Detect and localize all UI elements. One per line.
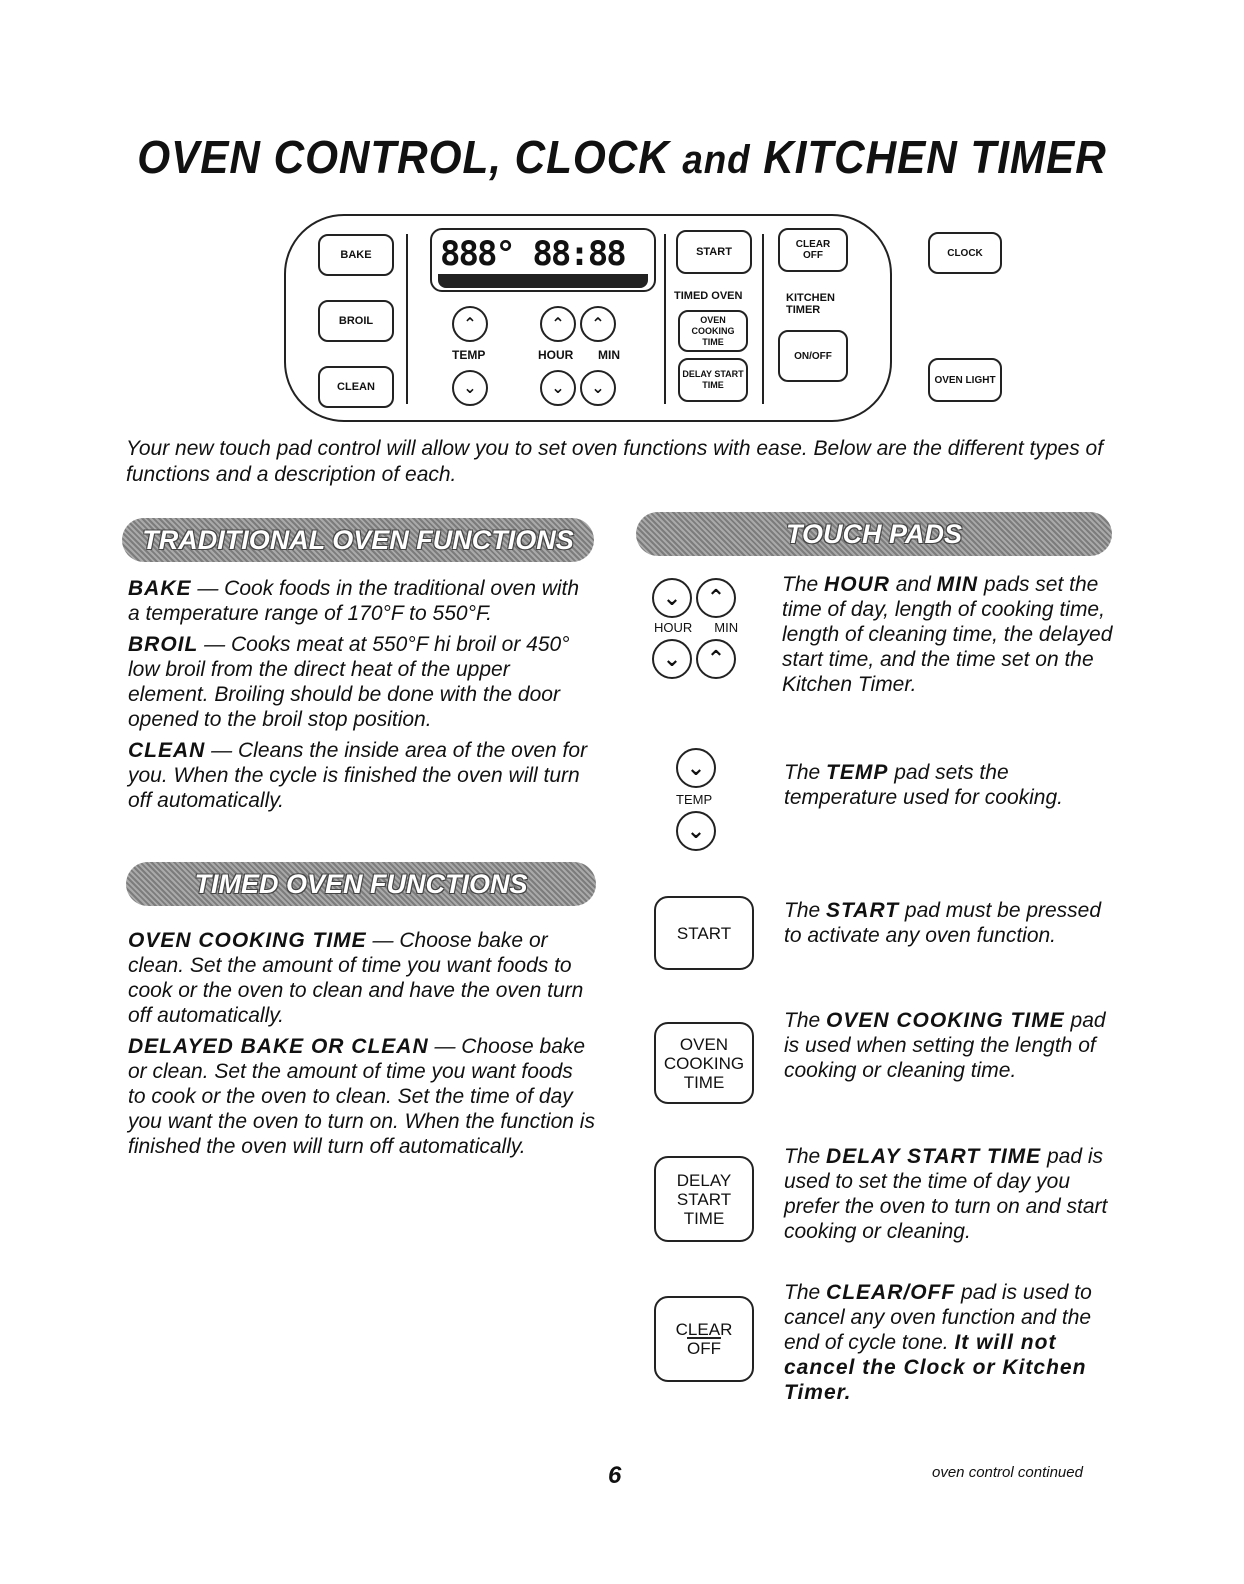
hour-min-icons [652, 578, 762, 679]
down-arrow-icon: ⌄ [652, 639, 692, 679]
clean-pad: CLEAN [318, 366, 394, 408]
temp-label: TEMP [452, 348, 486, 362]
start-desc: The START pad must be pressed to activate any oven function. [784, 899, 1102, 947]
temp-label: TEMP [676, 792, 713, 807]
min-label: MIN [598, 348, 620, 362]
touch-pads-banner: TOUCH PADS [636, 512, 1112, 556]
oven-light-pad: OVEN LIGHT [928, 358, 1002, 402]
intro-text: Your new touch pad control will allow you to set oven functions with ease. Below are the different types of functions and a description of each. [126, 437, 1104, 486]
timed-banner: TIMED OVEN FUNCTIONS [126, 862, 596, 906]
down-arrow-icon: ⌄ [676, 811, 716, 851]
clear-off-desc: The CLEAR/OFF pad is used to cancel any oven function and the end of cycle tone. It will not cancel the Clock or Kitchen Timer. [784, 1281, 1092, 1404]
start-pad: START [676, 230, 752, 274]
traditional-list [128, 576, 596, 819]
oven-cooking-time-pad: OVEN COOKING TIME [678, 310, 748, 352]
temp-down-icon: ⌄ [452, 370, 488, 406]
delay-start-time-pad: DELAY START TIME [678, 358, 748, 402]
hour-down-icon: ⌄ [540, 370, 576, 406]
kitchen-timer-label: KITCHEN TIMER [786, 292, 835, 316]
min-label: MIN [714, 620, 739, 635]
timed-oven-label: TIMED OVEN [674, 290, 743, 302]
down-arrow-icon: ⌄ [652, 578, 692, 618]
oven-cooking-time-pad-desc: The OVEN COOKING TIME pad is used when setting the length of cooking or cleaning time. [784, 1009, 1106, 1082]
page-title: OVEN CONTROL, CLOCK and KITCHEN TIMER [137, 131, 1107, 183]
hour-label: HOUR [654, 620, 693, 635]
hour-min-desc: The HOUR and MIN pads set the time of day, length of cooking time, length of cleaning time, the delayed start time, and the time set on the Kitchen Timer. [782, 573, 1113, 696]
bake-pad: BAKE [318, 234, 394, 276]
on-off-pad: ON/OFF [778, 330, 848, 382]
oven-cooking-time-desc: OVEN COOKING TIME — Choose bake or clean. Set the amount of time you want foods to cook or the oven to clean and have the oven turn off automatically. [128, 929, 584, 1027]
lcd-display: 888° 88:88 [430, 228, 656, 292]
clean-desc: CLEAN — Cleans the inside area of the oven for you. When the cycle is finished the oven will turn off automatically. [128, 739, 588, 812]
delayed-bake-desc: DELAYED BAKE OR CLEAN — Choose bake or clean. Set the amount of time you want foods to cook or the oven to clean. Set the time of day you want the oven to turn on. When the function is finished the oven will turn off automatically. [128, 1035, 595, 1158]
oven-cooking-time-pad-icon: OVEN COOKING TIME [654, 1022, 754, 1104]
down-arrow-icon: ⌄ [676, 748, 716, 788]
min-up-icon: ⌃ [580, 306, 616, 342]
continued-note: oven control continued [932, 1464, 1083, 1481]
divider [664, 234, 666, 404]
page-number: 6 [608, 1462, 622, 1489]
control-panel-diagram [284, 214, 1024, 426]
up-arrow-icon: ⌃ [696, 578, 736, 618]
clock-pad: CLOCK [928, 232, 1002, 274]
temp-desc: The TEMP pad sets the temperature used for cooking. [784, 761, 1063, 809]
clear-off-pad: CLEAR OFF [778, 228, 848, 272]
hour-up-icon: ⌃ [540, 306, 576, 342]
traditional-banner: TRADITIONAL OVEN FUNCTIONS [122, 518, 594, 562]
hour-label: HOUR [538, 348, 574, 362]
clear-off-pad-icon: CLEAR OFF [654, 1296, 754, 1382]
broil-desc: BROIL — Cooks meat at 550°F hi broil or 450° low broil from the direct heat of the upper element. Broiling should be done with the door opened to the broil stop position. [128, 633, 570, 731]
broil-pad: BROIL [318, 300, 394, 342]
up-arrow-icon: ⌃ [696, 639, 736, 679]
timed-list [128, 928, 596, 1165]
delay-start-time-pad-icon: DELAY START TIME [654, 1156, 754, 1242]
divider [762, 234, 764, 404]
temp-up-icon: ⌃ [452, 306, 488, 342]
delay-start-time-desc: The DELAY START TIME pad is used to set the time of day you prefer the oven to turn on and start cooking or cleaning. [784, 1145, 1108, 1243]
min-down-icon: ⌄ [580, 370, 616, 406]
temp-icons [676, 748, 736, 851]
bake-desc: BAKE — Cook foods in the traditional oven with a temperature range of 170°F to 550°F. [128, 577, 580, 625]
start-pad-icon: START [654, 896, 754, 970]
divider [406, 234, 408, 404]
